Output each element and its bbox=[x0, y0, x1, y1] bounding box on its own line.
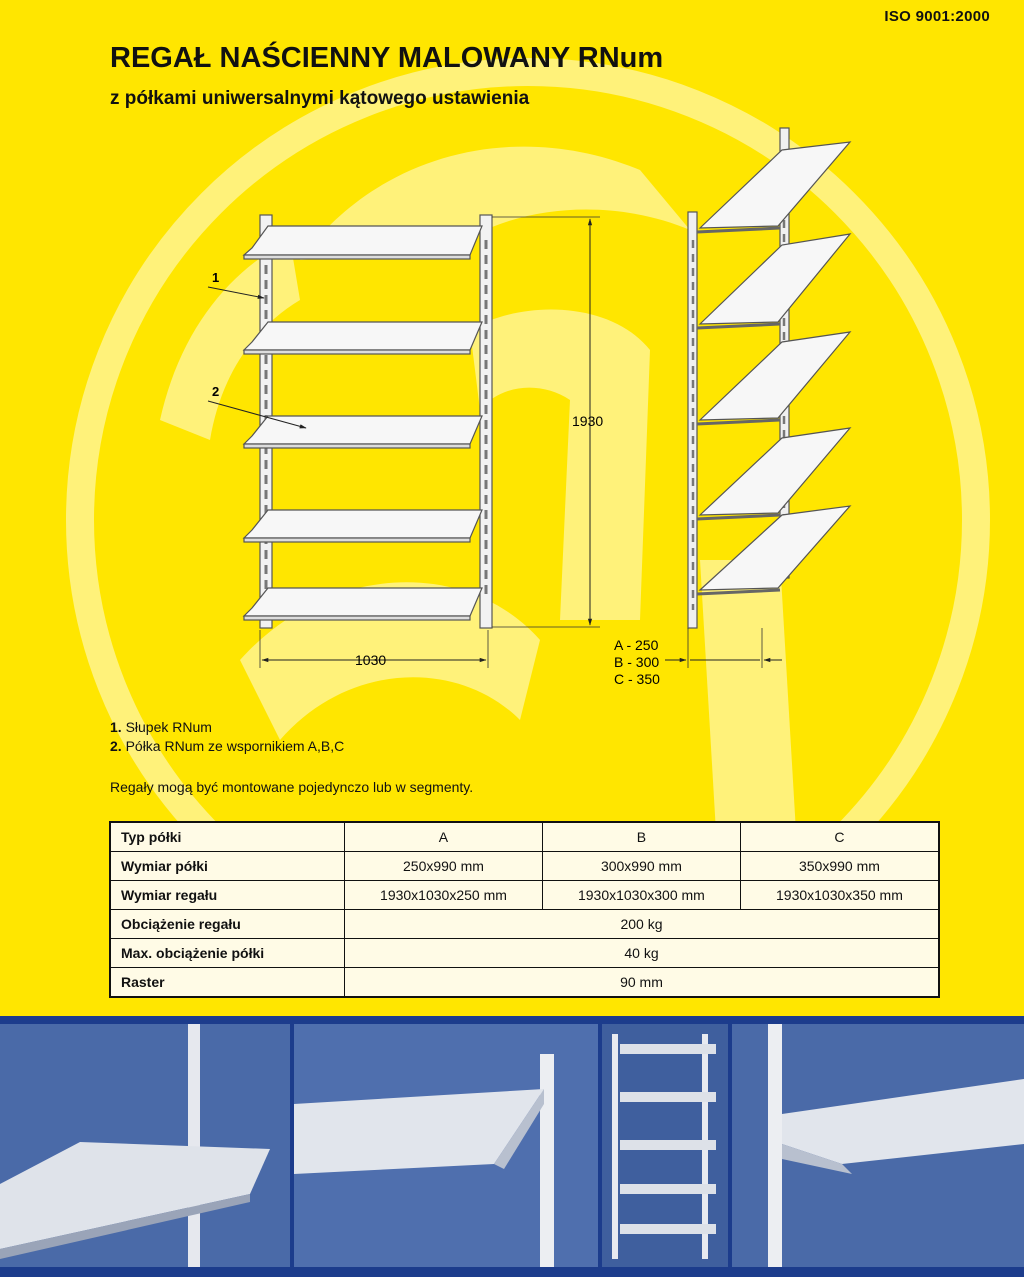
table-row: Wymiar półki 250x990 mm 300x990 mm 350x990 mm bbox=[110, 852, 939, 881]
table-row: Typ półki A B C bbox=[110, 822, 939, 852]
side-view bbox=[688, 128, 850, 628]
spec-table bbox=[109, 821, 940, 998]
table-row: Obciążenie regału 200 kg bbox=[110, 910, 939, 939]
legend-item-2: 2. Półka RNum ze wspornikiem A,B,C bbox=[110, 738, 345, 754]
iso-certification: ISO 9001:2000 bbox=[884, 8, 990, 25]
page-subtitle: z półkami uniwersalnymi kątowego ustawienia bbox=[110, 88, 530, 109]
mounting-note: Regały mogą być montowane pojedynczo lub w segmenty. bbox=[110, 779, 474, 795]
table-row: Raster 90 mm bbox=[110, 968, 939, 998]
product-photo-4 bbox=[732, 1024, 1024, 1267]
table-row: Wymiar regału 1930x1030x250 mm 1930x1030x300 mm 1930x1030x350 mm bbox=[110, 881, 939, 910]
table-row: Max. obciążenie półki 40 kg bbox=[110, 939, 939, 968]
callout-2: 2 bbox=[212, 384, 220, 399]
page-title: REGAŁ NAŚCIENNY MALOWANY RNum bbox=[110, 42, 664, 74]
depth-c: C - 350 bbox=[614, 671, 660, 687]
legend-item-1: 1. Słupek RNum bbox=[110, 719, 212, 735]
product-photo-1 bbox=[0, 1024, 290, 1267]
depth-b: B - 300 bbox=[614, 654, 660, 670]
legend bbox=[110, 718, 344, 756]
product-photo-3 bbox=[602, 1024, 728, 1267]
height-dimension: 1930 bbox=[572, 413, 604, 429]
product-photo-2 bbox=[294, 1024, 598, 1267]
width-dimension: 1030 bbox=[355, 652, 387, 668]
callout-1: 1 bbox=[212, 270, 220, 285]
depth-a: A - 250 bbox=[614, 637, 659, 653]
